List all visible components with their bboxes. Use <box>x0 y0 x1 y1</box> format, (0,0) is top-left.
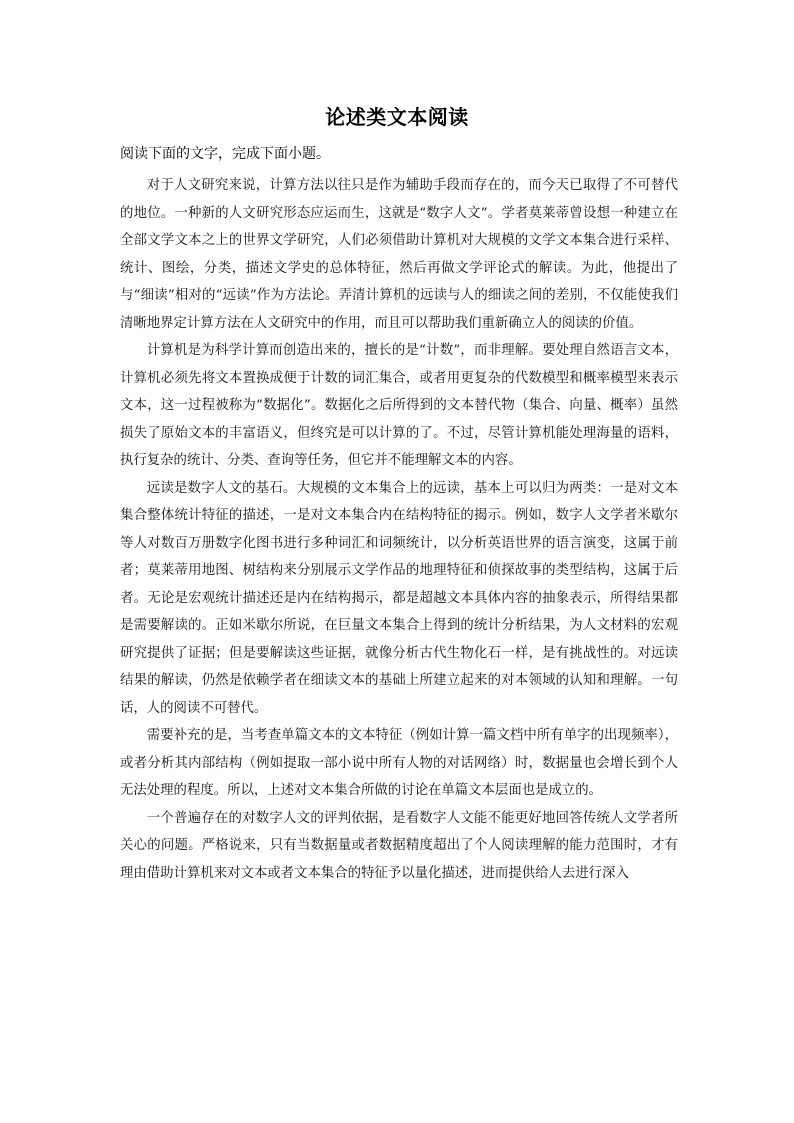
paragraph: 一个普遍存在的对数字人文的评判依据，是看数字人文能不能更好地回答传统人文学者所关心的问题。严格说来，只有当数据量或者数据精度超出了个人阅读理解的能力范围时，才有理由借助计算机来对文本或者文本集合的特征予以量化描述，进而提供给人去进行深入 <box>120 810 678 881</box>
article-body <box>120 172 678 887</box>
paragraph: 需要补充的是，当考查单篇文本的文本特征（例如计算一篇文档中所有单字的出现频率），或者分析其内部结构（例如提取一部小说中所有人物的对话网络）时，数据量也会增长到个人无法处理的程度。所以，上述对文本集合所做的讨论在单篇文本层面也是成立的。 <box>120 728 678 798</box>
paragraph: 计算机是为科学计算而创造出来的，擅长的是“计数”，而非理解。要处理自然语言文本，计算机必须先将文本置换成便于计数的词汇集合，或者用更复杂的代数模型和概率模型来表示文本，这一过程被称为“数据化”。数据化之后所得到的文本替代物（集合、向量、概率）虽然损失了原始文本的丰富语义，但终究是可以计算的了。不过，尽管计算机能处理海量的语料，执行复杂的统计、分类、查询等任务，但它并不能理解文本的内容。 <box>120 343 678 468</box>
paragraph: 远读是数字人文的基石。大规模的文本集合上的远读，基本上可以归为两类：一是对文本集合整体统计特征的描述，一是对文本集合内在结构特征的揭示。例如，数字人文学者米歇尔等人对数百万册数字化图书进行多种词汇和词频统计，以分析英语世界的语言演变，这属于前者；莫莱蒂用地图、树结构来分别展示文学作品的地理特征和侦探故事的类型结构，这属于后者。无论是宏观统计描述还是内在结构揭示，都是超越文本具体内容的抽象表示，所得结果都是需要解读的。正如米歇尔所说，在巨量文本集合上得到的统计分析结果，为人文材料的宏观研究提供了证据；但是要解读这些证据，就像分析古代生物化石一样，是有挑战性的。对远读结果的解读，仍然是依赖学者在细读文本的基础上所建立起来的对本领域的认知和理解。一句话，人的阅读不可替代。 <box>120 480 678 716</box>
paragraph: 对于人文研究来说，计算方法以往只是作为辅助手段而存在的，而今天已取得了不可替代的地位。一种新的人文研究形态应运而生，这就是“数字人文”。学者莫莱蒂曾设想一种建立在全部文学文本之上的世界文学研究，人们必须借助计算机对大规模的文学文本集合进行采样、统计、图绘，分类，描述文学史的总体特征，然后再做文学评论式的解读。为此，他提出了与“细读”相对的“远读”作为方法论。弄清计算机的远读与人的细读之间的差别，不仅能使我们清晰地界定计算方法在人文研究中的作用，而且可以帮助我们重新确立人的阅读的价值。 <box>120 178 678 331</box>
document-title: 论述类文本阅读 <box>325 105 469 129</box>
reading-instruction: 阅读下面的文字，完成下面小题。 <box>120 146 330 162</box>
